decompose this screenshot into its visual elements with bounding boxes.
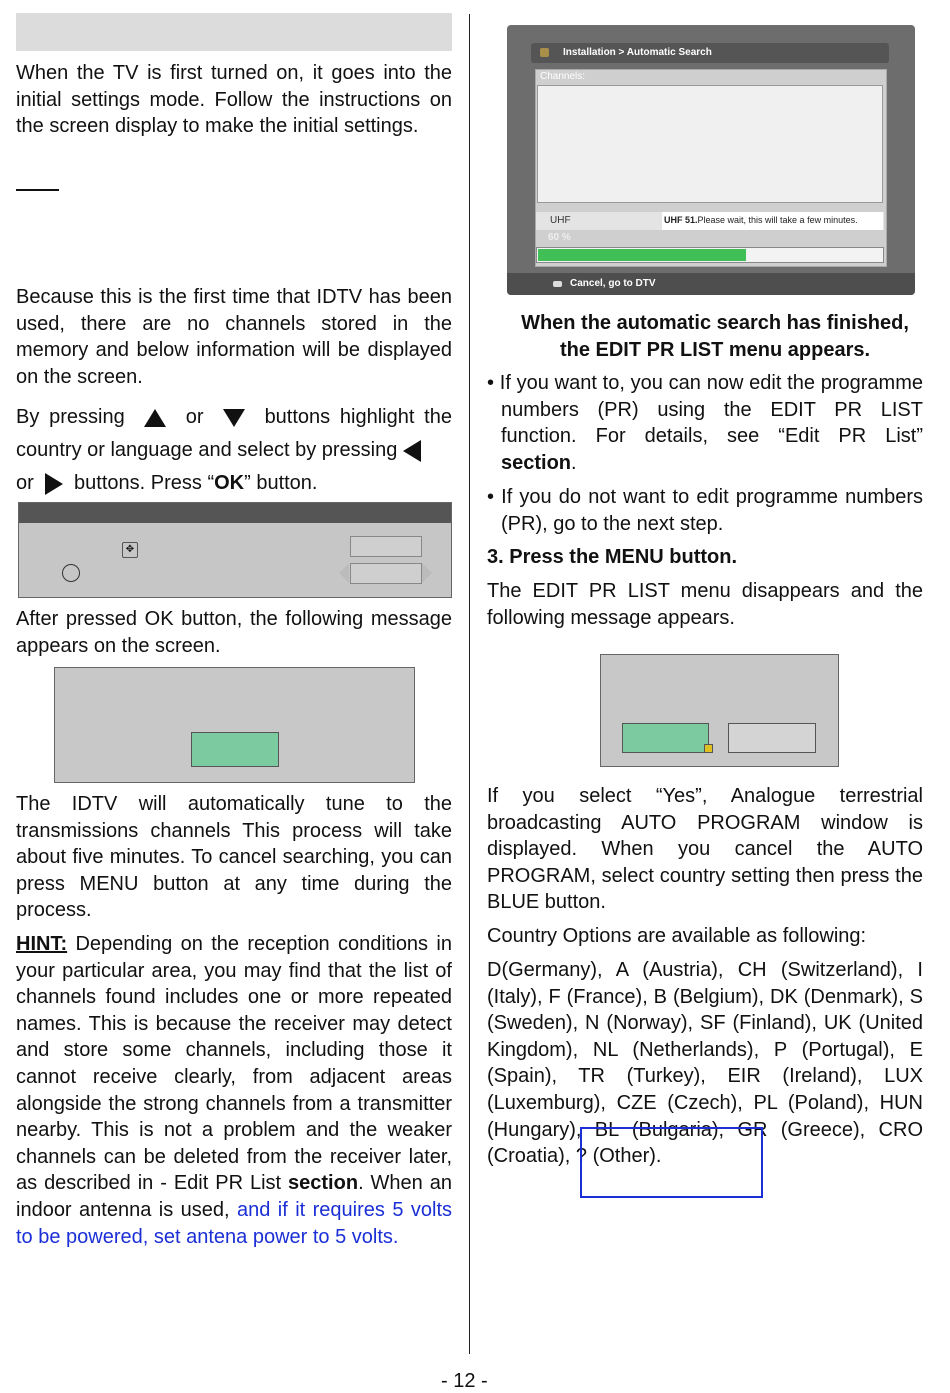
step-3-heading: 3. Press the MENU button. [487,546,738,568]
step-3-text: The EDIT PR LIST menu disappears and the following message appears. [487,580,923,629]
bullet-edit-text: • If you want to, you can now edit the programme numbers (PR) using the EDIT PR LIST function. For details, see “Edit PR List” [487,372,923,448]
channel-label: UHF 51. [664,215,698,225]
hint-blue-text: and if it requires 5 volts to be powered, set antena power to 5 volts. [16,1198,452,1248]
hint-text-2: . When an indoor antenna is used, [16,1172,452,1221]
highlight-box [580,1127,763,1198]
no-button[interactable] [728,723,816,753]
setup-panel-titlebar [19,503,451,523]
chevron-left-icon[interactable] [339,563,349,583]
progress-fill [538,249,746,261]
bullet-skip: • If you do not want to edit programme numbers (PR), go to the next step. [487,486,923,535]
press-text-4: ” button. [244,472,318,494]
breadcrumb: Installation > Automatic Search [563,47,712,58]
percent-label: 60 % [548,232,571,243]
channels-label: Channels: [540,71,586,82]
section-header-bar [16,13,452,51]
navigate-icon: ✥ [122,542,138,558]
intro-paragraph: When the TV is first turned on, it goes into the initial settings mode. Follow the instructions on the screen display to make the initial settings. [16,62,452,138]
cursor-icon [704,744,713,753]
ok-label: OK [214,472,245,494]
channel-status-text [664,215,858,225]
setup-panel [18,502,452,598]
hint-text: Depending on the reception conditions in your particular area, you may find that the list of channels found includes one or more repeated names. This is because the receiver may detect and store some channels, including those it cannot receive clearly, from adjacent areas alongside the strong channels from a transmitter nearby. This is not a problem and the weaker channels can be deleted from the receiver later, as described in - Edit PR List [16,933,452,1195]
page-number: - 12 - [441,1370,488,1392]
country-list: D(Germany), A (Austria), CH (Switzerland), I (Italy), F (France), B (Belgium), DK (Denmark), S (Sweden), N (Norway), SF (Finland), UK (United Kingdom), NL (Netherlands), P (Portugal), E (Spain), TR (Turkey), EIR (Ireland), LUX (Luxemburg), CZE (Czech), PL (Poland), HUN (Hungary), BL (Bulgaria), GR (Greece), CRO (Croatia), ? (Other). [487,959,923,1168]
automatic-search-screen [507,25,915,295]
tune-paragraph: The IDTV will automatically tune to the transmissions channels This process will take about five minutes. To cancel searching, you can press MENU button at any time during the process. [16,793,452,922]
press-text-2: buttons highlight the country or language and select by pressing [16,406,452,461]
press-instructions [16,401,452,500]
hint-paragraph [16,931,452,1250]
setting-field-2[interactable] [350,563,422,584]
ok-circle-icon [62,564,80,582]
chevron-right-icon[interactable] [422,563,432,583]
menu-button-icon [553,281,562,287]
press-text-3: buttons. Press “ [74,472,215,494]
arrow-right-icon [45,473,63,495]
confirm-message-panel [54,667,415,783]
ok-button[interactable] [191,732,279,767]
band-label: UHF [550,215,571,226]
auto-program-message-panel [600,654,839,767]
press-or-1: or [185,406,204,428]
channels-list-area [537,85,883,203]
hint-section: section [288,1172,359,1195]
cancel-hint: Cancel, go to DTV [570,278,656,289]
arrow-up-icon [144,409,166,427]
bullet-edit [487,370,923,476]
status-row [536,212,884,230]
yes-button[interactable] [622,723,709,753]
after-ok-paragraph: After pressed OK button, the following message appears on the screen. [16,608,452,657]
arrow-down-icon [223,409,245,427]
press-or-2: or [16,472,34,494]
wait-message: Please wait, this will take a few minutes. [697,215,858,225]
search-finished-caption: When the automatic search has finished, the EDIT PR LIST menu appears. [521,312,909,361]
memory-paragraph: Because this is the first time that IDTV has been used, there are no channels stored in the memory and below information will be displayed on the screen. [16,286,452,388]
progress-bar [536,247,884,263]
screen-footer [507,273,915,295]
arrow-left-icon [403,440,421,462]
column-divider [469,14,470,1354]
screen-title-bar [531,43,889,63]
short-divider [16,189,59,191]
bullet-edit-end: . [571,451,577,474]
country-intro: Country Options are available as following: [487,925,867,947]
press-text-1: By pressing [16,406,125,428]
setting-field-1[interactable] [350,536,422,557]
hint-label: HINT: [16,933,68,955]
bullet-edit-section: section [501,451,572,474]
installation-icon [540,48,549,57]
yes-paragraph: If you select “Yes”, Analogue terrestrial broadcasting AUTO PROGRAM window is displayed. When you cancel the AUTO PROGRAM, select country setting then press the BLUE button. [487,785,923,914]
